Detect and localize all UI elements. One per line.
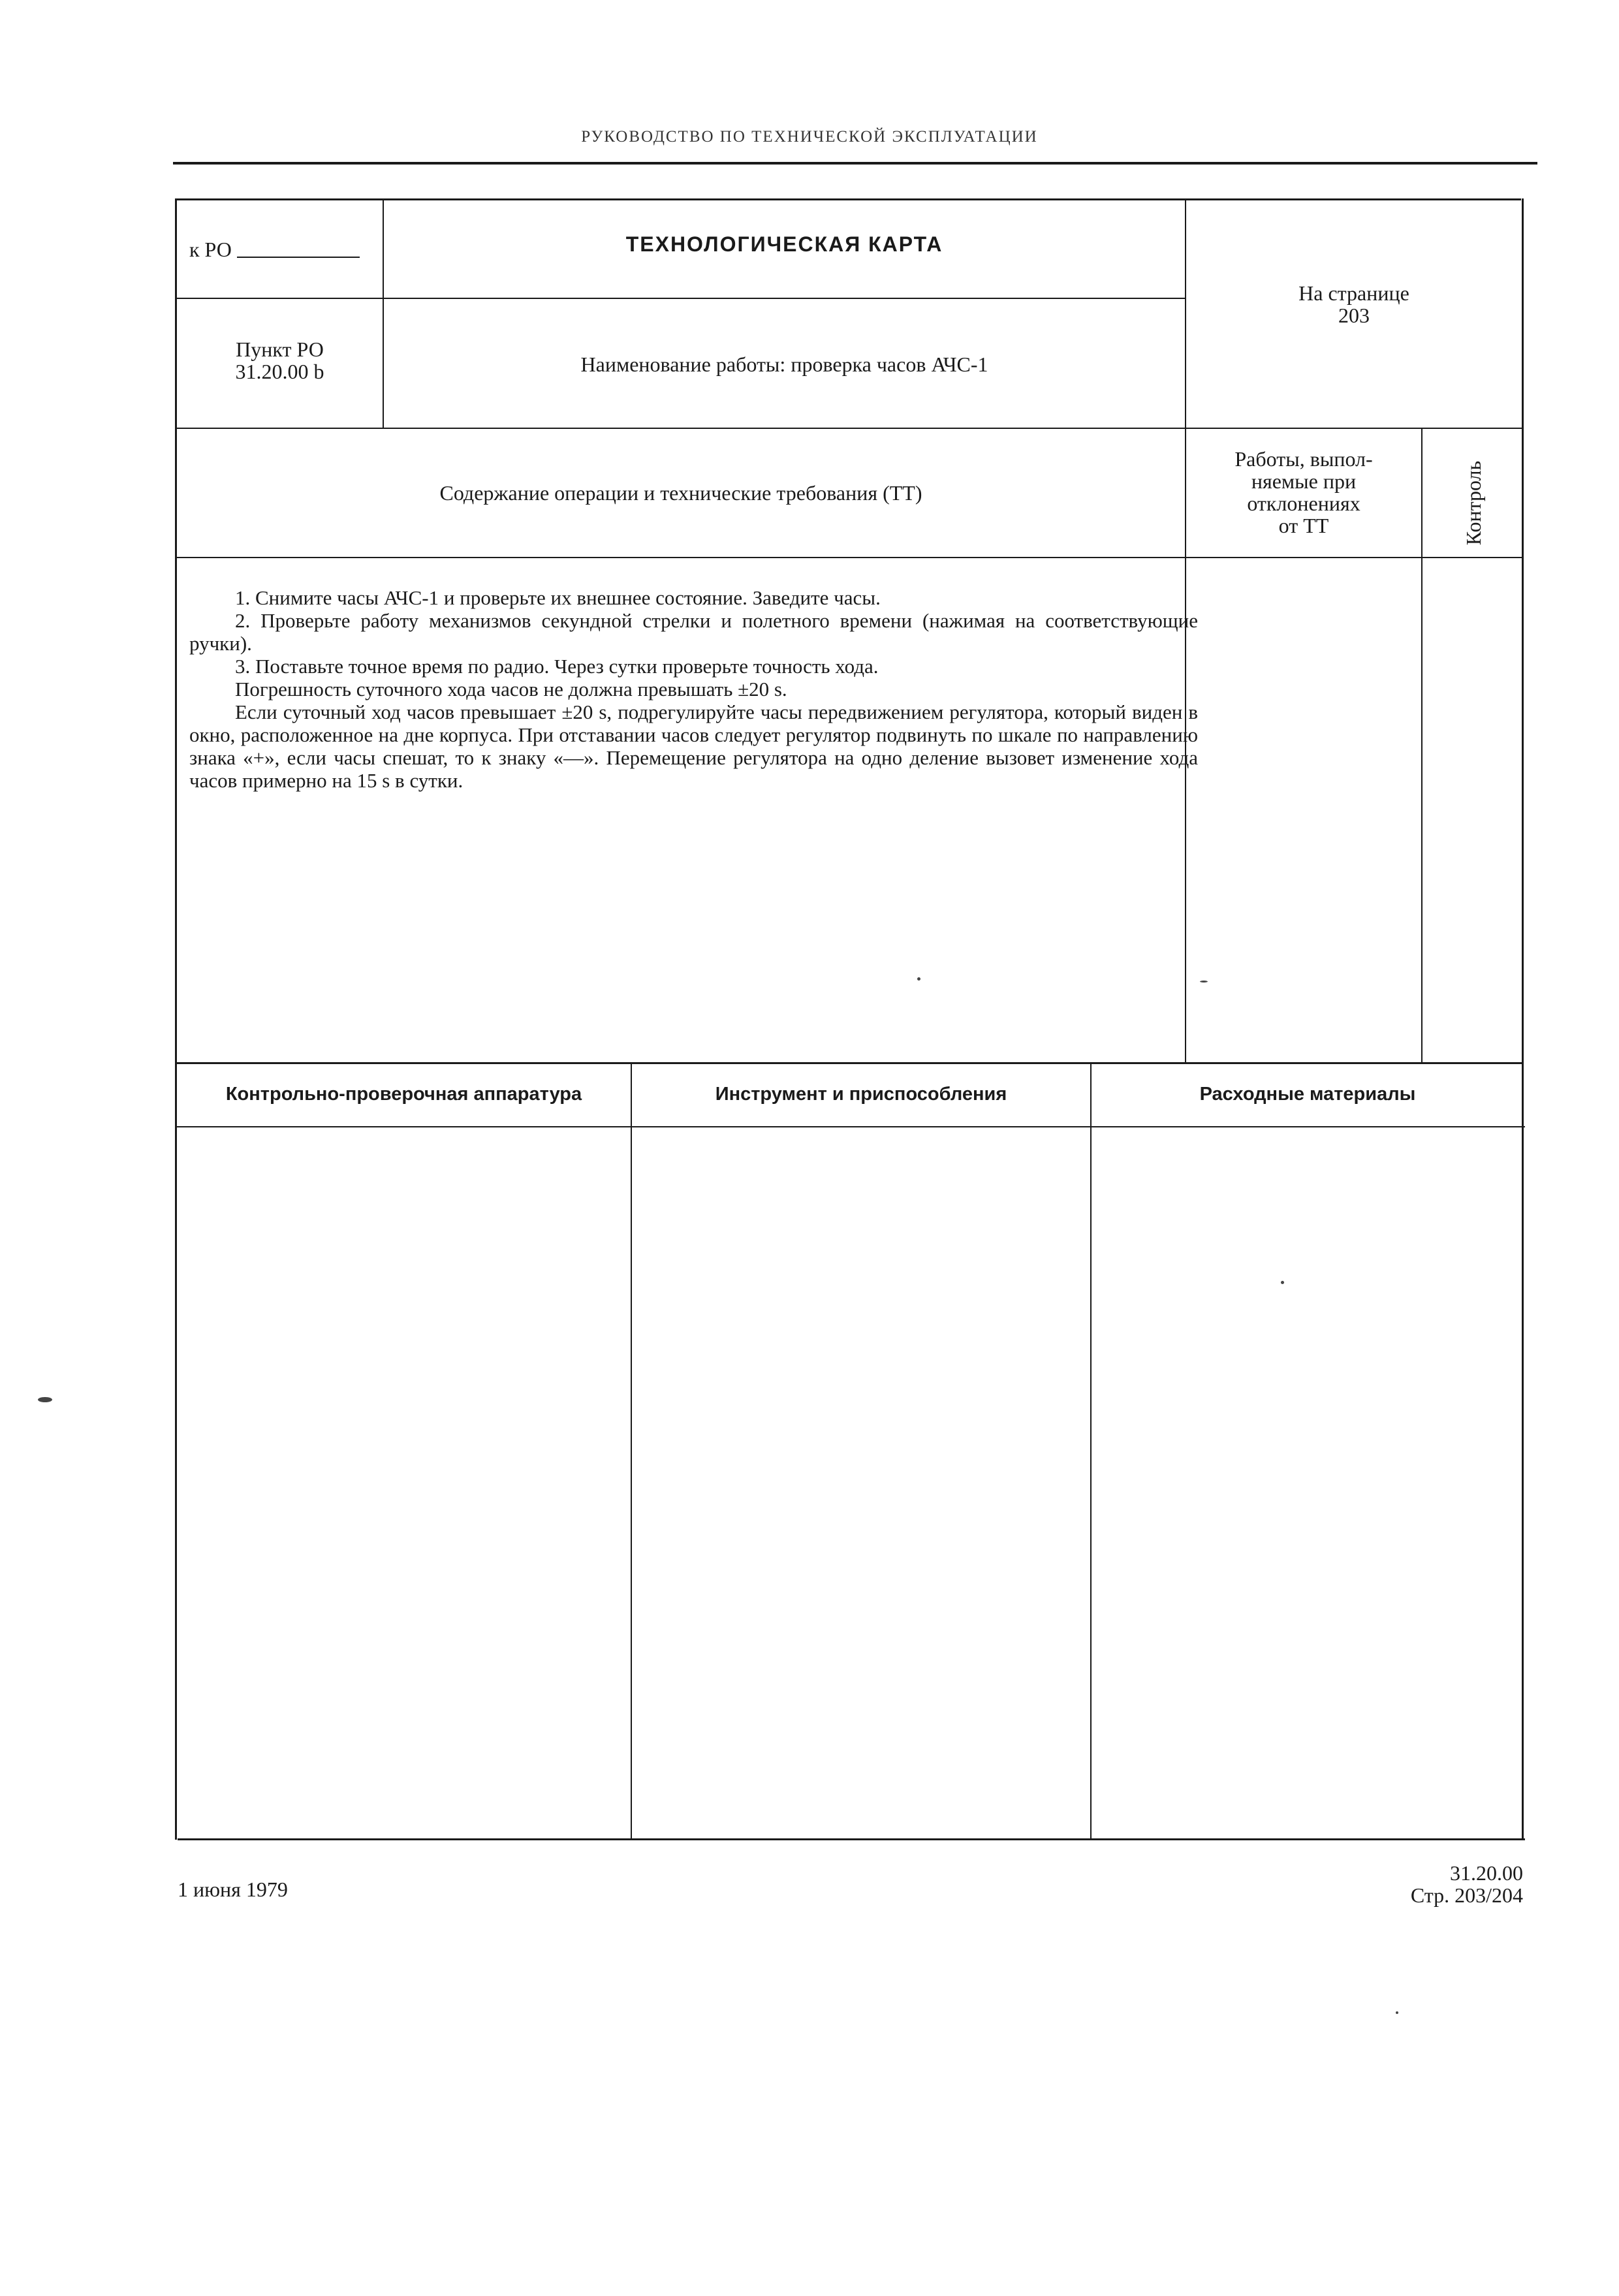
col-deviations-line-2: няемые при [1251, 469, 1357, 493]
punkt-ro [177, 338, 383, 383]
k-ro-blank [237, 257, 360, 258]
materials-header-rule [176, 1126, 1525, 1127]
col-header-bottom-rule [175, 557, 1522, 558]
footer-doc-number: 31.20.00 [1450, 1861, 1523, 1885]
k-ro-label [189, 238, 379, 260]
col-control-text: Контроль [1462, 460, 1486, 545]
punkt-label: Пункт РО [236, 338, 324, 361]
header-test-equipment: Контрольно-проверочная аппаратура [225, 1084, 582, 1105]
card-border-bottom [178, 1838, 1525, 1840]
header-mid-rule [175, 298, 1186, 299]
control-col-divider [1421, 428, 1423, 1062]
col-content-header: Содержание операции и технические требования (ТТ) [439, 481, 922, 505]
punkt-number: 31.20.00 b [235, 360, 324, 383]
header-bottom-rule [175, 428, 1522, 429]
page-ref-number: 203 [1338, 304, 1370, 327]
col-deviations-line-1: Работы, выпол- [1234, 447, 1373, 471]
scan-speck [38, 1397, 52, 1402]
instruction-4: Погрешность суточного хода часов не должна превышать ±20 s. [235, 678, 787, 700]
card-border-left [175, 198, 177, 1840]
instruction-5: Если суточный ход часов превышает ±20 s, подрегулируйте часы передвижением регулятора, который виден в окно, расположенное на дне корпуса. При отставании часов следует регулятор подвинуть по шкале по направлению знака «+», если часы спешат, то к знаку «—». Перемещение регулятора на одно деление вызовет изменение хода часов примерно на 15 s в сутки. [189, 700, 1198, 792]
header-tools: Инструмент и приспособления [715, 1084, 1007, 1105]
instruction-2: 2. Проверьте работу механизмов секундной стрелки и полетного времени (нажимая на соответствующие ручки). [189, 609, 1198, 655]
work-name: Наименование работы: проверка часов АЧС-1 [580, 353, 988, 376]
instruction-1: 1. Снимите часы АЧС-1 и проверьте их внешнее состояние. Заведите часы. [235, 586, 881, 609]
scan-speck [1200, 981, 1208, 983]
instructions-bottom-rule [175, 1062, 1524, 1064]
running-header: РУКОВОДСТВО ПО ТЕХНИЧЕСКОЙ ЭКСПЛУАТАЦИИ [581, 128, 1038, 146]
header-consumables: Расходные материалы [1199, 1084, 1416, 1105]
page-reference [1186, 282, 1522, 326]
materials-divider-1 [631, 1062, 632, 1839]
page-ref-label: На странице [1298, 281, 1409, 305]
instruction-3: 3. Поставьте точное время по радио. Через сутки проверьте точность хода. [235, 655, 879, 678]
footer-date: 1 июня 1979 [178, 1878, 288, 1901]
col-deviations-line-3: отклонениях [1247, 492, 1360, 515]
card-border-top [175, 198, 1521, 200]
footer-page-info [1306, 1862, 1523, 1906]
card-title: ТЕХНОЛОГИЧЕСКАЯ КАРТА [625, 232, 943, 256]
footer-page-label: Стр. 203/204 [1410, 1883, 1523, 1907]
col-control-header [1448, 437, 1500, 568]
header-rule [173, 162, 1537, 165]
scan-speck [917, 977, 920, 981]
materials-divider-2 [1090, 1062, 1092, 1839]
card-border-right [1522, 198, 1524, 1840]
scan-speck [1281, 1281, 1284, 1284]
col-deviations-header [1186, 448, 1421, 537]
scan-speck [1396, 2011, 1398, 2014]
col-deviations-line-4: от ТТ [1278, 514, 1329, 537]
operation-instructions [189, 586, 1198, 792]
k-ro-text: к РО [189, 238, 232, 261]
